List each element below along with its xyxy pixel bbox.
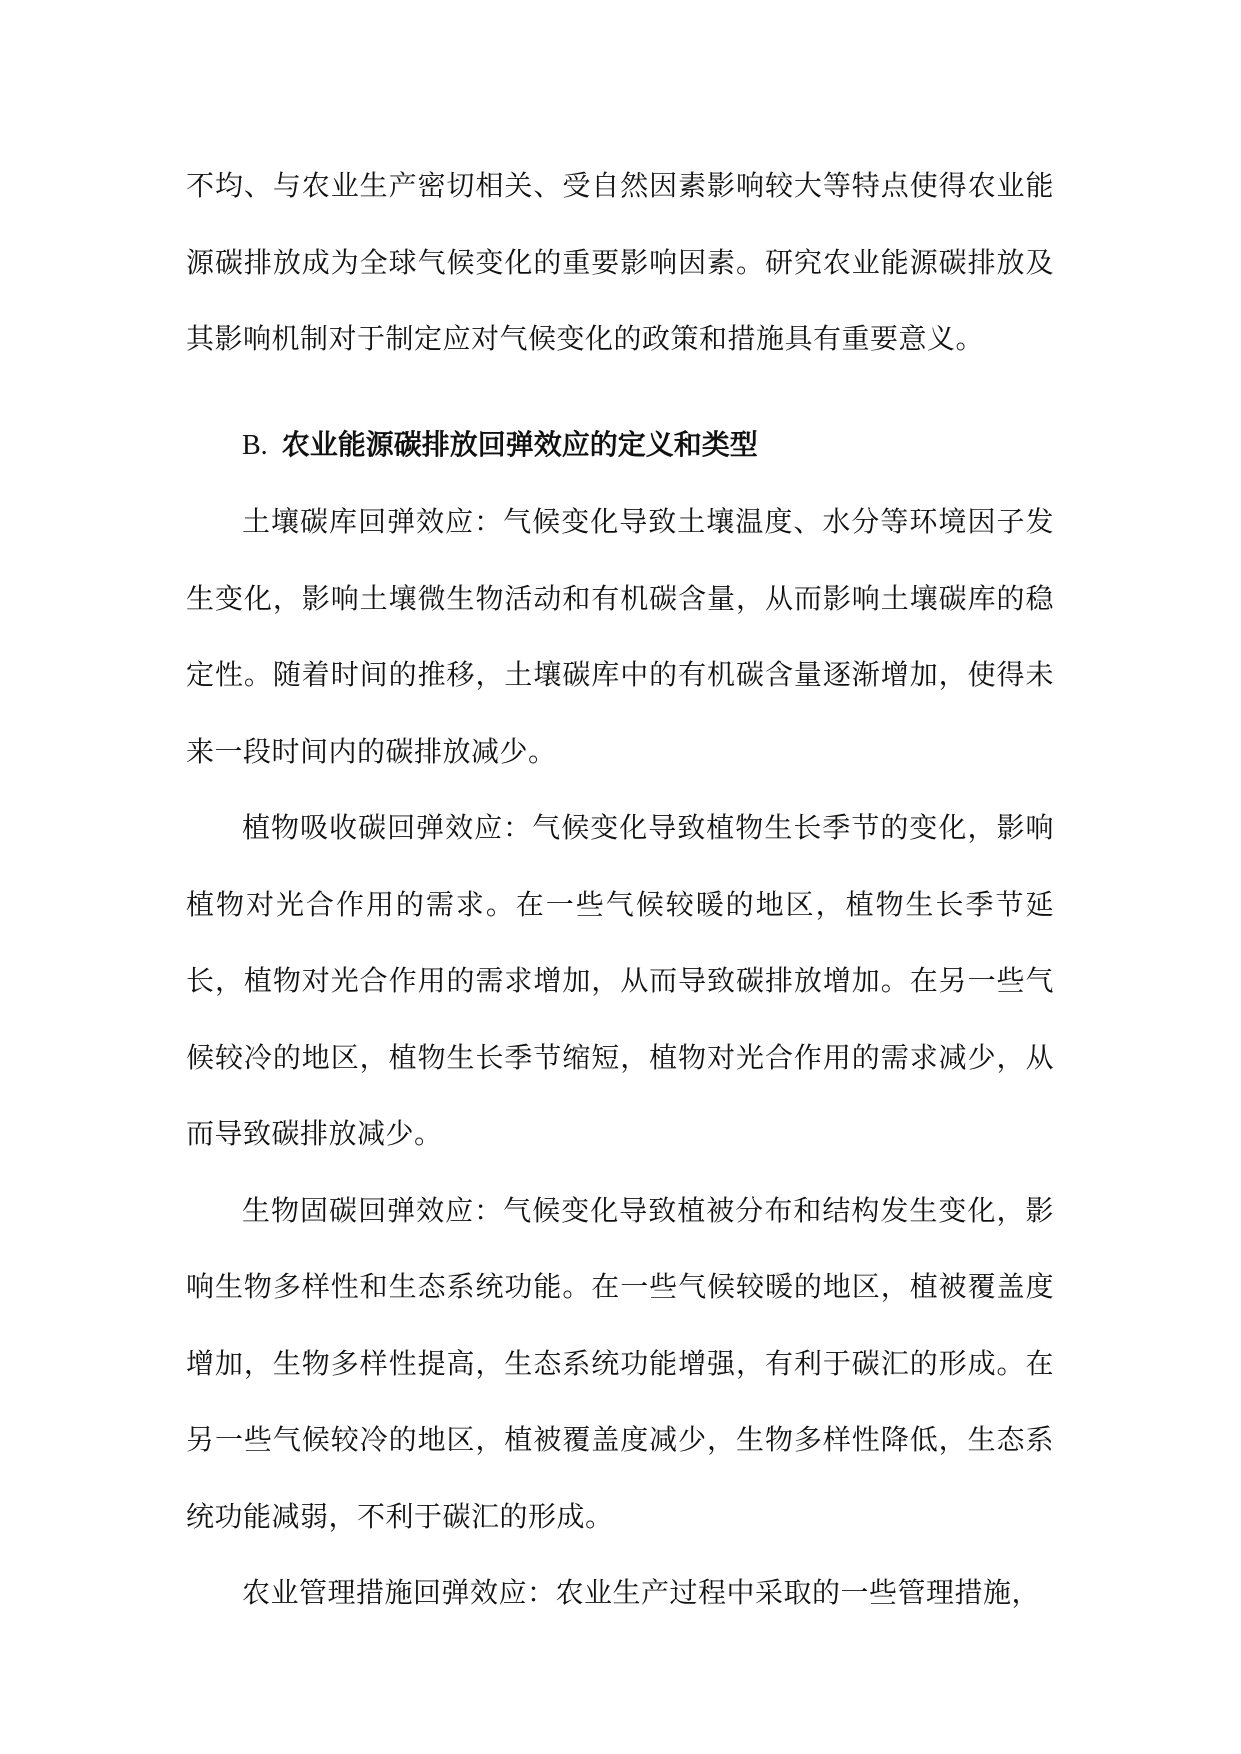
section-heading	[186, 407, 1054, 485]
paragraph-biological-sequestration: 生物固碳回弹效应：气候变化导致植被分布和结构发生变化，影响生物多样性和生态系统功能。在一些气候较暖的地区，植被覆盖度增加，生物多样性提高，生态系统功能增强，有利于碳汇的形成。在另一些气候较冷的地区，植被覆盖度减少，生物多样性降低，生态系统功能减弱，不利于碳汇的形成。	[186, 1193, 1054, 1533]
document-body	[186, 148, 1054, 1632]
section-title: 农业能源碳排放回弹效应的定义和类型	[281, 427, 758, 461]
paragraph-plant-absorption: 植物吸收碳回弹效应：气候变化导致植物生长季节的变化，影响植物对光合作用的需求。在一些气候较暖的地区，植物生长季节延长，植物对光合作用的需求增加，从而导致碳排放增加。在另一些气候较冷的地区，植物生长季节缩短，植物对光合作用的需求减少，从而导致碳排放减少。	[186, 811, 1054, 1150]
paragraph-management-measures: 农业管理措施回弹效应：农业生产过程中采取的一些管理措施，	[242, 1576, 1041, 1609]
section-marker: B.	[242, 429, 268, 461]
continuation-paragraph: 不均、与农业生产密切相关、受自然因素影响较大等特点使得农业能源碳排放成为全球气候变化的重要影响因素。研究农业能源碳排放及其影响机制对于制定应对气候变化的政策和措施具有重要意义。	[186, 169, 1054, 355]
paragraph-soil-carbon: 土壤碳库回弹效应：气候变化导致土壤温度、水分等环境因子发生变化，影响土壤微生物活动和有机碳含量，从而影响土壤碳库的稳定性。随着时间的推移，土壤碳库中的有机碳含量逐渐增加，使得未来一段时间内的碳排放减少。	[186, 505, 1054, 768]
